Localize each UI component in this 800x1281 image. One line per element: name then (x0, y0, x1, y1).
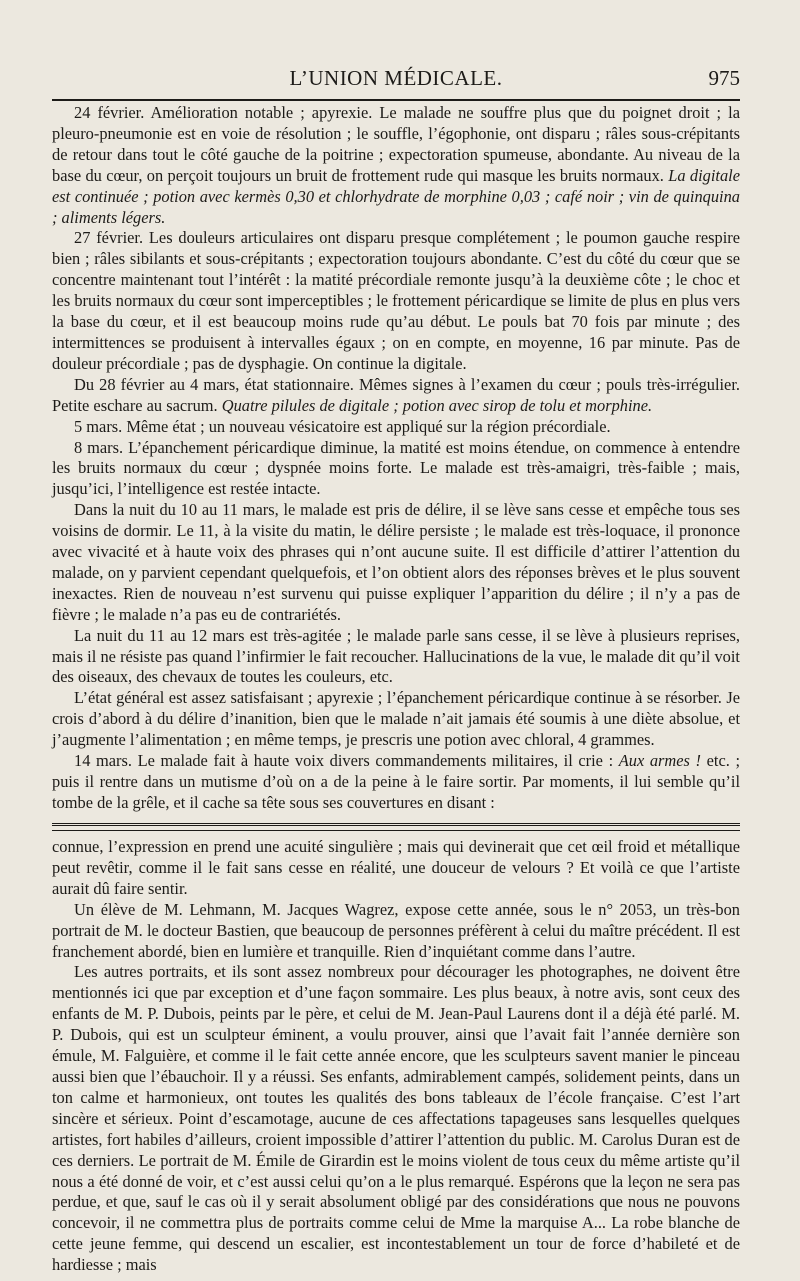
paragraph: L’état général est assez satisfaisant ; apyrexie ; l’épanchement péricardique continue à se résorber. Je crois d’abord à du délire d’inanition, bien que le malade n’ait jamais été soumis à une diète absolue, et j’augmente l’alimentation ; en même temps, je prescris une potion avec chloral, 4 grammes. (52, 688, 740, 750)
paragraph: Du 28 février au 4 mars, état stationnaire. Mêmes signes à l’examen du cœur ; pouls très-irrégulier. Petite eschare au sacrum. Quatre pilules de digitale ; potion avec sirop de tolu et morphine. (52, 374, 740, 415)
paragraph: 8 mars. L’épanchement péricardique diminue, la matité est moins étendue, on commence à entendre les bruits normaux du cœur ; dyspnée moins forte. Le malade est très-amaigri, très-faible ; mais, jusqu’ici, l’intelligence est restée intacte. (52, 437, 740, 499)
paragraph: 27 février. Les douleurs articulaires ont disparu presque complétement ; le poumon gauche respire bien ; râles sibilants et sous-crépitants ; expectoration toujours abondante. C’est du côté du cœur que se concentre maintenant tout l’intérêt : la matité précordiale remonte jusqu’à la deuxième côte ; le choc et les bruits normaux du cœur sont imperceptibles ; le frottement péricardique se limite de plus en plus vers la base du cœur, et il est beaucoup moins rude qu’au début. Le pouls bat 70 fois par minute ; des intermittences se produisent à intervalles égaux ; on en compte, en moyenne, 16 par minute. Pas de douleur précordiale ; pas de dysphagie. On continue la digitale. (52, 228, 740, 373)
paragraph: Un élève de M. Lehmann, M. Jacques Wagrez, expose cette année, sous le n° 2053, un très-bon portrait de M. le docteur Bastien, que beaucoup de personnes préfèrent à celui du maître précédent. Il est franchement abordé, bien en lumière et tranquille. Rien d’inquiétant comme dans l’autre. (52, 899, 740, 961)
header-rule (52, 99, 740, 101)
paragraph: connue, l’expression en prend une acuité singulière ; mais qui devinerait que cet œil froid et métallique peut revêtir, comme il le fait sans cesse en réalité, une douceur de velours ? Et voilà ce que l’artiste aurait dû faire sentir. (52, 837, 740, 898)
paragraph: La nuit du 11 au 12 mars est très-agitée ; le malade parle sans cesse, il se lève à plusieurs reprises, mais il ne résiste pas quand l’infirmier le fait recoucher. Hallucinations de la vue, le malade dit qu’il voit des oiseaux, des chevaux de toutes les couleurs, etc. (52, 625, 740, 687)
running-title: L’UNION MÉDICALE. (289, 66, 503, 90)
paragraph: 24 février. Amélioration notable ; apyrexie. Le malade ne souffre plus que du poignet droit ; la pleuro-pneumonie est en voie de résolution ; le souffle, l’égophonie, ont disparu ; râles sous-crépitants de retour dans tout le côté gauche de la poitrine ; expectoration spumeuse, abondante. Au niveau de la base du cœur, on perçoit toujours un bruit de frottement rude qui masque les bruits normaux. La digitale est continuée ; potion avec kermès 0,30 et chlorhydrate de morphine 0,03 ; café noir ; vin de quinquina ; aliments légers. (52, 103, 740, 227)
paragraph: Les autres portraits, et ils sont assez nombreux pour décourager les photographes, ne doivent être mentionnés ici que par exception et d’une façon sommaire. Les plus beaux, à notre avis, sont ceux des enfants de M. P. Dubois, peints par le père, et celui de M. Jean-Paul Laurens dont il a déjà été parlé. M. P. Dubois, qui est un sculpteur éminent, a voulu prouver, ainsi que l’avait fait l’année dernière son émule, M. Falguière, et comme il le fait cette année encore, que les sculpteurs savent manier le pinceau aussi bien que l’ébauchoir. Il y a réussi. Ses enfants, admirablement campés, solidement peints, dans un ton calme et harmonieux, ont toutes les qualités des bons tableaux de l’école française. C’est l’art sincère et sérieux. Point d’escamotage, aucune de ces affectations tapageuses sans lesquelles quelques artistes, fort habiles d’ailleurs, croient impossible d’attirer l’attention du public. M. Carolus Duran est de ces derniers. Le portrait de M. Émile de Girardin est le moins violent de tous ceux du même artiste qu’il nous a été donné de voir, et c’est aussi celui qu’on a le plus remarqué. Espérons que la leçon ne sera pas perdue, et que, sauf le cas où il y serait absolument obligé par des considérations que nous ne pouvons concevoir, il ne commettra plus de portraits comme celui de Mme la marquise A... La robe blanche de cette jeune femme, qui descend un escalier, est incontestablement un tour de force d’habileté et de hardiesse ; mais (52, 962, 740, 1275)
paragraph: 14 mars. Le malade fait à haute voix divers commandements militaires, il crie : Aux armes ! etc. ; puis il rentre dans un mutisme d’où on a de la peine à le faire sortir. Par moments, il lui semble qu’il tombe de la grêle, et il cache sa tête sous ses couvertures en disant : (52, 751, 740, 812)
clinical-case-text (52, 103, 740, 814)
page-header (52, 66, 740, 96)
paragraph: 5 mars. Même état ; un nouveau vésicatoire est appliqué sur la région précordiale. (74, 416, 611, 436)
page-number: 975 (708, 66, 740, 90)
section-divider (52, 823, 740, 831)
feuilleton-text (52, 837, 740, 1276)
paragraph: Dans la nuit du 10 au 11 mars, le malade est pris de délire, il se lève sans cesse et empêche tous ses voisins de dormir. Le 11, à la visite du matin, le délire persiste ; le malade est très-loquace, il prononce avec vivacité et à haute voix des phrases qui n’ont aucune suite. Il est difficile d’attirer l’attention du malade, on y parvient cependant quelquefois, et l’on obtient alors des réponses brèves et le plus souvent inexactes. Rien de nouveau n’est survenu qui puisse expliquer l’apparition du délire ; il n’y a pas de fièvre ; le malade n’a pas eu de contrariétés. (52, 500, 740, 624)
